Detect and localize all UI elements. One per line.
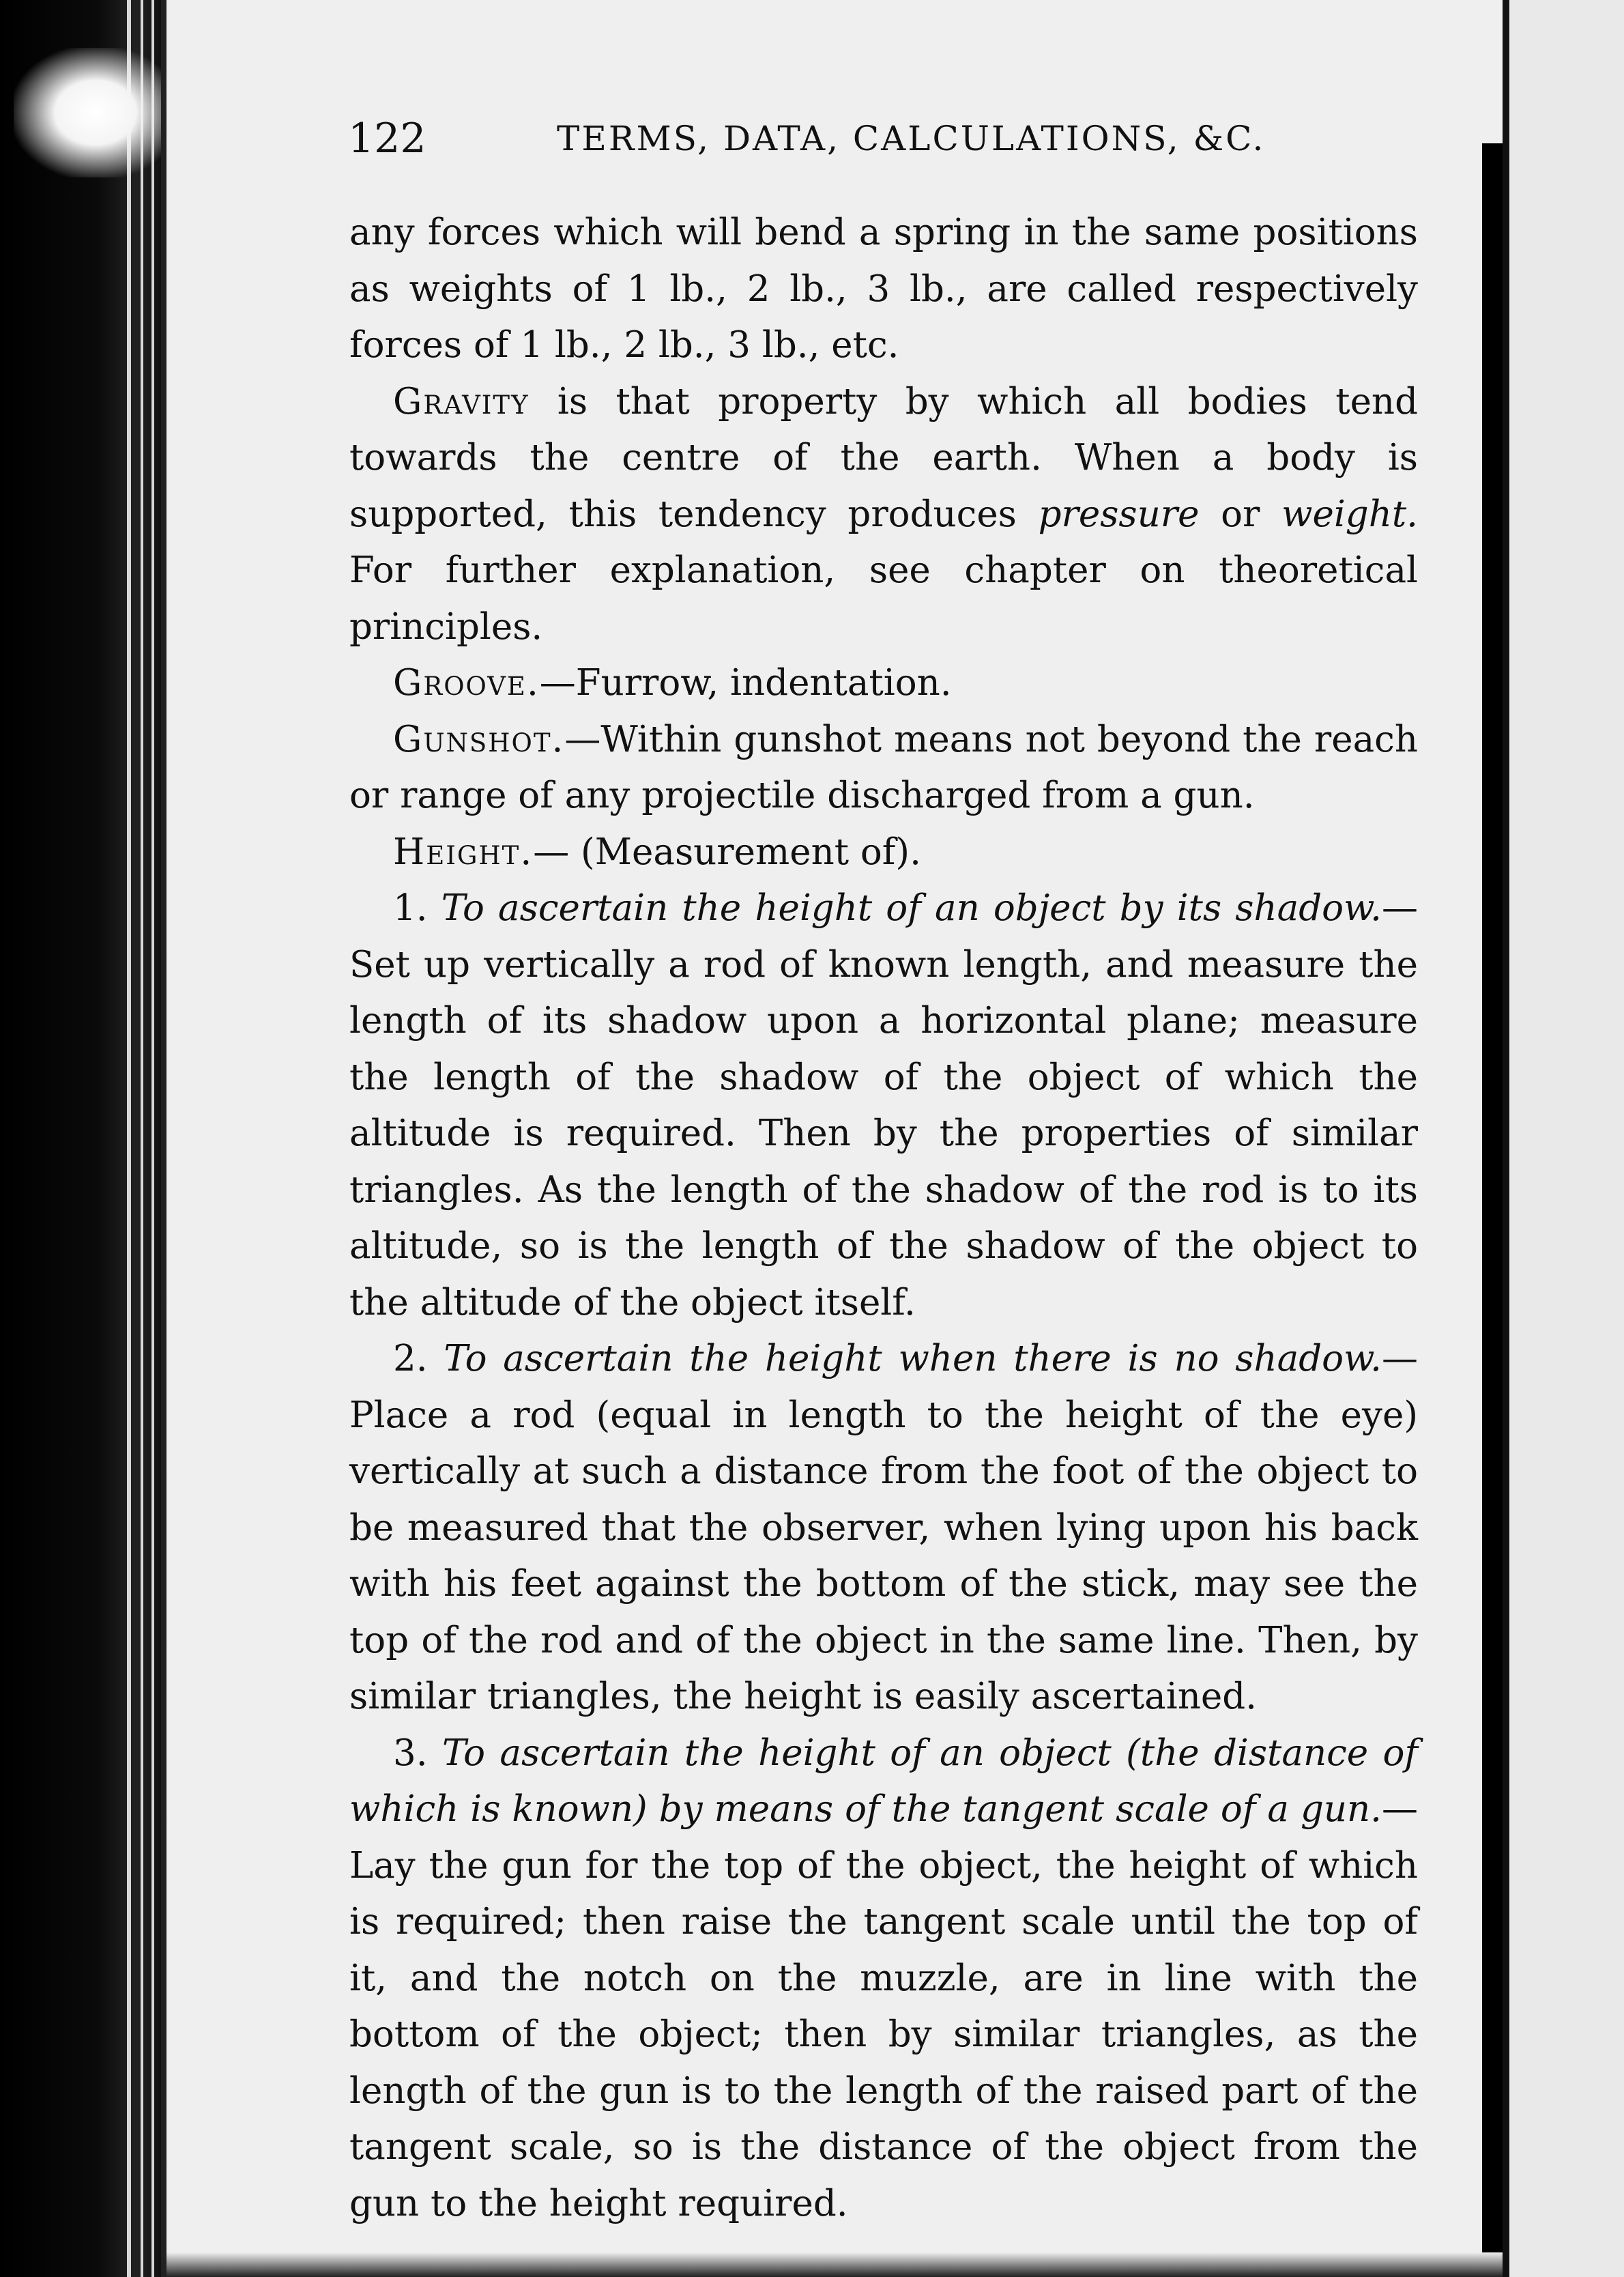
gravity-text-3: For further explanation, see chapter on theoretical principles. <box>349 549 1418 648</box>
gravity-text-2: or <box>1199 493 1282 535</box>
page-bottom-shadow <box>161 2252 1504 2277</box>
term-groove: Groove. <box>393 662 540 704</box>
item-2-text: —Place a rod (equal in length to the height of the eye) vertically at such a distance from the foot of the object to be measured that the observer, when lying upon his back with his feet against the bottom of the stick, may see the top of the rod and of the object in the same line. Then, by similar triangles, the height is easily ascertained. <box>349 1338 1418 1717</box>
page-gutter-strip <box>1482 143 1503 2252</box>
paragraph-groove <box>349 655 1418 712</box>
running-head: TERMS, DATA, CALCULATIONS, &C. <box>557 119 1266 158</box>
paragraph-gunshot <box>349 712 1418 825</box>
height-text: — (Measurement of). <box>533 831 921 873</box>
term-gravity: Gravity <box>393 380 530 423</box>
item-2-title: To ascertain the height when there is no shadow. <box>444 1338 1382 1379</box>
page-body <box>349 205 1418 2232</box>
page-edge-line <box>151 0 154 2277</box>
groove-text: —Furrow, indentation. <box>539 662 952 704</box>
page-number: 122 <box>348 115 426 162</box>
paragraph-item-3 <box>349 1725 1418 2233</box>
item-3-number: 3. <box>393 1732 428 1774</box>
page-header <box>348 115 1419 169</box>
paragraph-height <box>349 825 1418 881</box>
book-binding <box>0 0 161 2277</box>
item-3-title: To ascertain the height of an object (the distance of which is known) by means of the tangent scale of a gun. <box>349 1732 1418 1830</box>
item-1-title: To ascertain the height of an object by its shadow. <box>441 887 1382 929</box>
item-1-number: 1. <box>393 887 428 929</box>
term-gunshot: Gunshot. <box>393 718 565 760</box>
page-edge-line <box>141 0 143 2277</box>
paragraph-continuation: any forces which will bend a spring in the same positions as weights of 1 lb., 2 lb., 3 lb., are called respectively forces of 1 lb., 2 lb., 3 lb., etc. <box>349 212 1418 366</box>
gunshot-text: —Within gunshot means not beyond the reach or range of any projectile discharged from a gun. <box>349 718 1418 816</box>
term-weight: weight. <box>1281 493 1418 535</box>
item-3-text: —Lay the gun for the top of the object, the height of which is required; then raise the tangent scale until the top of it, and the notch on the muzzle, are in line with the bottom of the object; then by similar triangles, as the length of the gun is to the length of the raised part of the tangent scale, so is the distance of the object from the gun to the height required. <box>349 1788 1418 2224</box>
paragraph-item-2 <box>349 1331 1418 1725</box>
page-edge-line <box>127 0 131 2277</box>
paper-smudge <box>14 48 177 177</box>
item-1-text: —Set up vertically a rod of known length, and measure the length of its shadow upon a horizontal plane; measure the length of the shadow of the object of which the altitude is required. Then by the properties of similar triangles. As the length of the shadow of the rod is to its altitude, so is the length of the shadow of the object to the altitude of the object itself. <box>349 887 1418 1323</box>
paragraph-gravity <box>349 374 1418 656</box>
term-height: Height. <box>393 831 534 873</box>
item-2-number: 2. <box>393 1338 428 1379</box>
next-page-edge <box>1503 0 1624 2277</box>
paragraph-item-1 <box>349 880 1418 1331</box>
gravity-text-1: is that property by which all bodies tend towards the centre of the earth. When a body is supported, this tendency produces <box>349 380 1418 535</box>
term-pressure: pressure <box>1038 493 1200 535</box>
